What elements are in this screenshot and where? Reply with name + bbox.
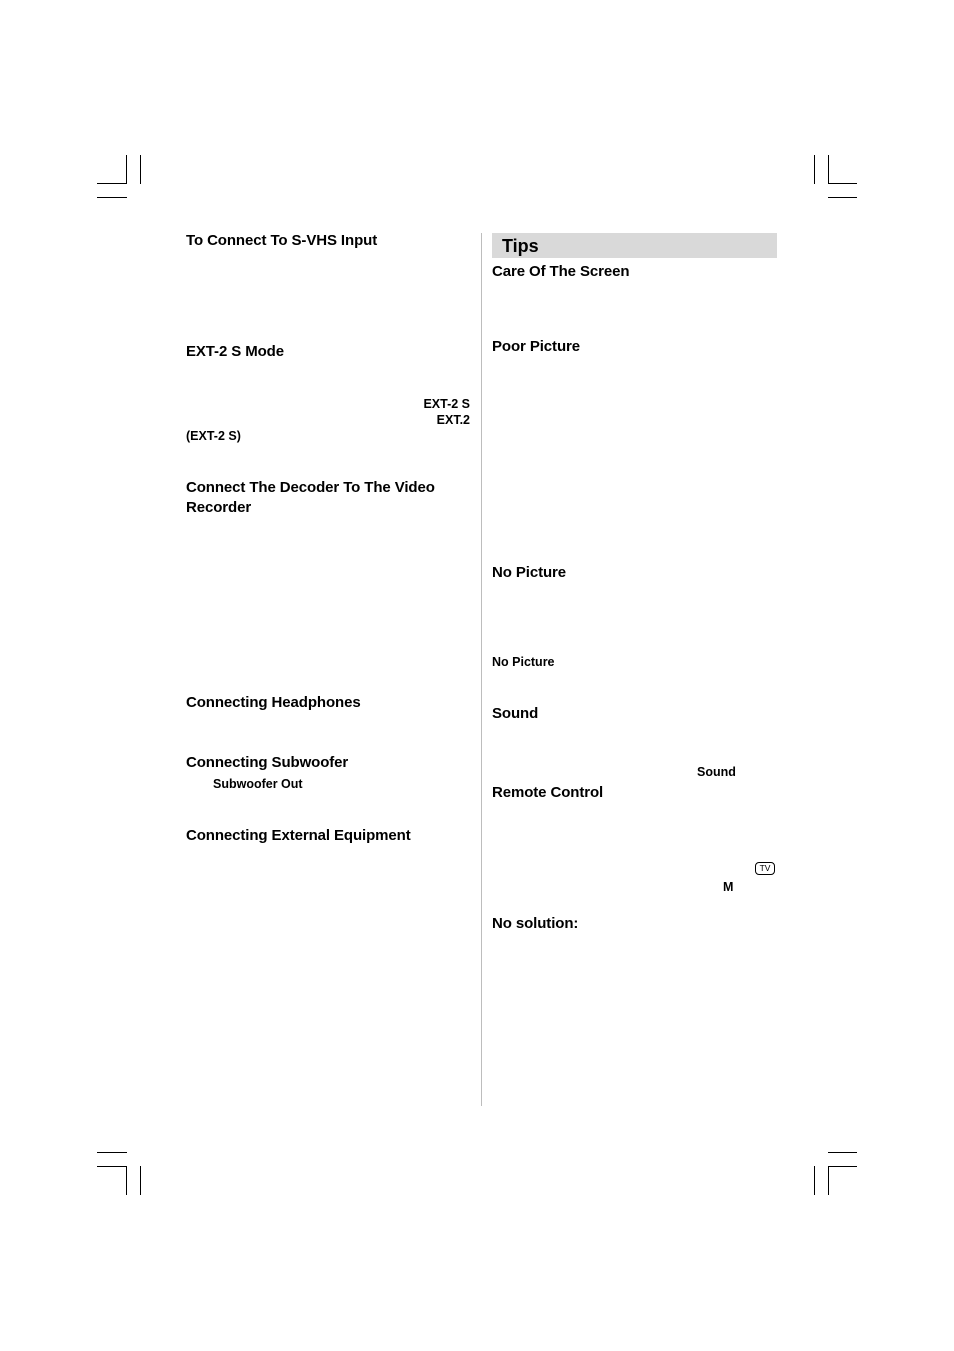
ext2s-code-label: EXT-2 S [423, 397, 470, 411]
external-equipment-heading: Connecting External Equipment [186, 827, 411, 844]
crop-mark-bl-h1 [97, 1152, 127, 1153]
crop-mark-tr-h1 [828, 183, 857, 184]
no-solution-heading: No solution: [492, 915, 579, 932]
m-key-label: M [723, 880, 734, 894]
crop-mark-tl-h1 [97, 183, 127, 184]
headphones-heading: Connecting Headphones [186, 694, 361, 711]
ext2-code-label: EXT.2 [436, 413, 470, 427]
crop-mark-br-v2 [814, 1166, 815, 1195]
ext2s-paren-label: (EXT-2 S) [186, 429, 241, 443]
crop-mark-bl-v2 [140, 1166, 141, 1195]
tips-header: Tips [502, 236, 539, 256]
decoder-heading: Connect The Decoder To The Video Recorder [186, 479, 435, 516]
crop-mark-br-h2 [828, 1166, 857, 1167]
crop-mark-br-h1 [828, 1152, 857, 1153]
column-divider [481, 233, 482, 1106]
crop-mark-bl-h2 [97, 1166, 127, 1167]
poor-picture-heading: Poor Picture [492, 338, 580, 355]
crop-mark-tr-v2 [814, 155, 815, 184]
crop-mark-tl-h2 [97, 197, 127, 198]
crop-mark-br-v1 [828, 1166, 829, 1195]
svhs-heading: To Connect To S-VHS Input [186, 232, 378, 249]
sound-heading: Sound [492, 705, 539, 722]
no-picture-heading: No Picture [492, 564, 567, 581]
ext2s-mode-heading: EXT-2 S Mode [186, 343, 284, 360]
crop-mark-tr-h2 [828, 197, 857, 198]
subwoofer-heading: Connecting Subwoofer [186, 754, 349, 771]
sound-label: Sound [697, 765, 736, 779]
subwoofer-out-label: Subwoofer Out [213, 777, 303, 791]
crop-mark-bl-v1 [126, 1166, 127, 1195]
care-screen-heading: Care Of The Screen [492, 263, 630, 280]
crop-mark-tl-v1 [126, 155, 127, 184]
tips-header-bar [492, 233, 777, 258]
tv-button-icon: TV [755, 862, 775, 875]
crop-mark-tr-v1 [828, 155, 829, 184]
no-picture-label: No Picture [492, 655, 555, 669]
crop-mark-tl-v2 [140, 155, 141, 184]
remote-control-heading: Remote Control [492, 784, 604, 801]
